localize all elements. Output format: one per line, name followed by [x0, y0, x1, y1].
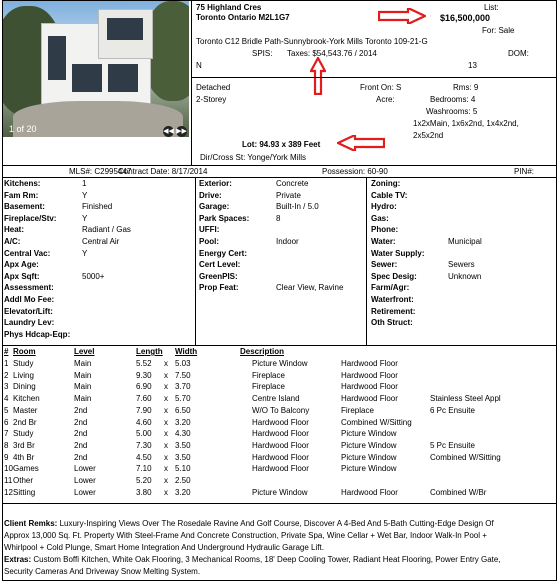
room-room-cell: Study: [13, 359, 34, 368]
room-room-cell: Dining: [13, 382, 36, 392]
room-d2-cell: Picture Window: [341, 452, 397, 462]
room-len-cell: 7.60: [136, 394, 152, 404]
client-remarks-line: Approx 13,000 Sq. Ft. Property With Steel-Frame And Concrete Construction, Private Spa, Wine Cellar + Wet Bar, Indoor Walk-In Pool +: [4, 531, 487, 540]
spis-value: N: [196, 61, 202, 70]
spis-label: SPIS:: [252, 49, 273, 58]
detail-value: Finished: [82, 202, 113, 212]
rooms-header: Width: [175, 347, 198, 356]
detail-label: Pool:: [199, 237, 219, 246]
room-n-cell: 8: [4, 440, 9, 450]
room-d3-cell: Stainless Steel Appl: [430, 394, 501, 404]
detail-value: Radiant / Gas: [82, 225, 131, 235]
room-len-cell: 7.30: [136, 440, 152, 450]
detail-label: Apx Age:: [4, 260, 39, 270]
detail-value: 5000+: [82, 271, 105, 281]
client-remarks: [4, 519, 494, 528]
room-level-cell: Main: [74, 359, 92, 368]
room-d2-cell: Hardwood Floor: [341, 370, 398, 380]
detail-value: Y: [82, 190, 88, 200]
room-x-cell: x: [164, 370, 168, 380]
rooms-header: Length: [136, 347, 163, 356]
room-wid-cell: 3.50: [175, 452, 191, 462]
extras: [4, 555, 501, 564]
room-room-cell: Study: [13, 429, 34, 439]
room-level-cell: Main: [74, 394, 92, 404]
room-wid-cell: 3.20: [175, 487, 191, 497]
room-d2-cell: Fireplace: [341, 405, 374, 415]
room-level-cell: Lower: [74, 464, 96, 474]
room-d2-cell: Picture Window: [341, 429, 397, 439]
room-level-cell: Main: [74, 370, 92, 380]
acre-label: Acre:: [376, 95, 395, 104]
room-n-cell: 3: [4, 382, 9, 392]
photo-counter: 1 of 20: [9, 124, 37, 134]
room-d1-cell: Hardwood Floor: [252, 452, 309, 462]
detail-label: Water:: [371, 237, 396, 246]
red-arrow-up-icon: [310, 57, 326, 95]
room-d1-cell: Hardwood Floor: [252, 417, 309, 427]
room-d2-cell: Picture Window: [341, 464, 397, 474]
room-n-cell: 10: [4, 464, 13, 474]
room-len-cell: 5.20: [136, 476, 152, 485]
room-n-cell: 5: [4, 405, 9, 415]
room-level-cell: Main: [74, 382, 92, 392]
room-len-cell: 7.10: [136, 464, 152, 474]
contract-date: Contract Date: 8/17/2014: [118, 167, 208, 176]
extras-label: Extras:: [4, 555, 32, 564]
detail-value: Private: [276, 190, 301, 200]
detail-label: Addl Mo Fee:: [4, 295, 55, 304]
detail-label: Prop Feat:: [199, 283, 239, 293]
room-n-cell: 6: [4, 417, 9, 427]
detail-value: Indoor: [276, 237, 299, 246]
room-len-cell: 7.90: [136, 405, 152, 415]
room-d2-cell: Picture Window: [341, 440, 397, 450]
detail-label: Phone:: [371, 225, 399, 235]
room-room-cell: 2nd Br: [13, 417, 37, 427]
room-wid-cell: 5.03: [175, 359, 191, 368]
room-d2-cell: Hardwood Floor: [341, 394, 398, 404]
detail-label: Gas:: [371, 213, 389, 223]
room-d3-cell: 5 Pc Ensuite: [430, 440, 475, 450]
detail-label: Assessment:: [4, 283, 54, 293]
detail-value: Central Air: [82, 237, 120, 246]
room-x-cell: x: [164, 440, 168, 450]
detail-label: Retirement:: [371, 306, 416, 316]
photo-house-upper: [98, 9, 153, 59]
room-room-cell: Master: [13, 405, 38, 415]
room-x-cell: x: [164, 429, 168, 439]
room-x-cell: x: [164, 452, 168, 462]
pin-label: PIN#:: [514, 167, 535, 176]
room-wid-cell: 5.10: [175, 464, 191, 474]
extras-text: Custom Boffi Kitchen, White Oak Flooring, 3 Mechanical Rooms, 18' Deep Cooling Tower, Radiant Heat Flooring, Power Entry Gate,: [31, 555, 501, 564]
room-x-cell: x: [164, 476, 168, 485]
detail-label: Spec Desig:: [371, 271, 417, 281]
room-level-cell: 2nd: [74, 452, 88, 462]
detail-label: Kitchens:: [4, 179, 41, 188]
property-type: Detached: [196, 83, 231, 92]
room-d3-cell: Combined W/Br: [430, 487, 487, 497]
detail-label: Fam Rm:: [4, 190, 39, 200]
dom-label: DOM:: [508, 49, 529, 58]
room-wid-cell: 4.30: [175, 429, 191, 439]
room-len-cell: 3.80: [136, 487, 152, 497]
room-d1-cell: Picture Window: [252, 359, 308, 368]
detail-label: Park Spaces:: [199, 213, 250, 223]
detail-label: Energy Cert:: [199, 248, 248, 258]
room-d1-cell: Fireplace: [252, 382, 285, 392]
room-level-cell: 2nd: [74, 405, 88, 415]
room-d2-cell: Hardwood Floor: [341, 359, 398, 368]
detail-label: Phys Hdcap-Eqp:: [4, 329, 71, 339]
room-level-cell: Lower: [74, 487, 96, 497]
red-arrow-left-icon: [337, 135, 385, 151]
detail-label: Elevator/Lift:: [4, 306, 53, 316]
possession: Possession: 60-90: [322, 167, 388, 176]
property-style: 2-Storey: [196, 95, 227, 104]
detail-value: 1: [82, 179, 87, 188]
room-len-cell: 5.00: [136, 429, 152, 439]
list-price: $16,500,000: [440, 13, 491, 23]
room-d1-cell: W/O To Balcony: [252, 405, 310, 415]
detail-label: Basement:: [4, 202, 45, 212]
detail-label: Fireplace/Stv:: [4, 213, 57, 223]
extras-line: Security Cameras And Driveway Snow Melting System.: [4, 567, 201, 576]
taxes: Taxes: $54,543.76 / 2014: [287, 49, 377, 58]
list-label: List:: [484, 3, 499, 12]
room-len-cell: 5.52: [136, 359, 152, 368]
rooms-header: Room: [13, 347, 36, 356]
detail-label: Sewer:: [371, 260, 398, 270]
room-n-cell: 12: [4, 487, 13, 497]
room-n-cell: 4: [4, 394, 9, 404]
detail-label: A/C:: [4, 237, 21, 246]
detail-label: Zoning:: [371, 179, 401, 188]
rooms-header: Level: [74, 347, 95, 356]
listing-address: 75 Highland Cres: [196, 3, 262, 12]
room-room-cell: Sitting: [13, 487, 36, 497]
mls-number: MLS#: C2995447: [69, 167, 132, 176]
detail-value: Concrete: [276, 179, 309, 188]
room-n-cell: 1: [4, 359, 9, 368]
room-d2-cell: Hardwood Floor: [341, 382, 398, 392]
photo-driveway: [13, 101, 183, 137]
room-len-cell: 6.90: [136, 382, 152, 392]
room-wid-cell: 3.70: [175, 382, 191, 392]
room-n-cell: 7: [4, 429, 9, 439]
detail-label: Apx Sqft:: [4, 271, 40, 281]
detail-label: GreenPIS:: [199, 271, 238, 281]
room-x-cell: x: [164, 464, 168, 474]
room-wid-cell: 7.50: [175, 370, 191, 380]
bath-detail-cont: 2x5x2nd: [413, 131, 444, 140]
client-remarks-line: Whirlpool + Cold Plunge, Smart Home Integration And Underground Hydraulic Garage Lift.: [4, 543, 324, 552]
room-wid-cell: 2.50: [175, 476, 191, 485]
detail-label: Exterior:: [199, 179, 232, 188]
detail-label: Cert Level:: [199, 260, 241, 270]
detail-label: Garage:: [199, 202, 230, 212]
lot-size: Lot: 94.93 x 389 Feet: [242, 140, 321, 149]
room-d1-cell: Centre Island: [252, 394, 300, 404]
room-d1-cell: Hardwood Floor: [252, 464, 309, 474]
room-d2-cell: Combined W/Sitting: [341, 417, 412, 427]
detail-value: Sewers: [448, 260, 475, 270]
detail-label: Heat:: [4, 225, 25, 235]
detail-value: Y: [82, 248, 88, 258]
detail-value: 8: [276, 213, 281, 223]
red-arrow-icon: [378, 8, 426, 24]
next-photo-button[interactable]: ▶▶: [176, 128, 187, 135]
room-len-cell: 9.30: [136, 370, 152, 380]
room-room-cell: Games: [13, 464, 39, 474]
detail-value: Y: [82, 213, 88, 223]
room-room-cell: Kitchen: [13, 394, 40, 404]
rooms-header: #: [4, 347, 9, 356]
bedrooms-count: Bedrooms: 4: [430, 95, 476, 104]
front-on: Front On: S: [360, 83, 402, 92]
room-room-cell: 3rd Br: [13, 440, 35, 450]
room-n-cell: 9: [4, 452, 9, 462]
room-d1-cell: Picture Window: [252, 487, 308, 497]
room-wid-cell: 5.70: [175, 394, 191, 404]
room-wid-cell: 3.20: [175, 417, 191, 427]
room-wid-cell: 3.50: [175, 440, 191, 450]
listing-city: Toronto Ontario M2L1G7: [196, 13, 290, 22]
room-d1-cell: Hardwood Floor: [252, 429, 309, 439]
detail-value: Built-In / 5.0: [276, 202, 319, 212]
listing-photo[interactable]: [3, 1, 189, 137]
detail-value: Unknown: [448, 271, 482, 281]
room-room-cell: 4th Br: [13, 452, 35, 462]
room-level-cell: 2nd: [74, 429, 88, 439]
detail-value: Clear View, Ravine: [276, 283, 344, 293]
detail-label: Central Vac:: [4, 248, 51, 258]
detail-value: Municipal: [448, 237, 482, 246]
detail-label: Water Supply:: [371, 248, 425, 258]
room-n-cell: 11: [4, 476, 13, 485]
room-d3-cell: Combined W/Sitting: [430, 452, 501, 462]
room-level-cell: 2nd: [74, 417, 88, 427]
detail-label: Oth Struct:: [371, 318, 413, 328]
detail-label: Hydro:: [371, 202, 397, 212]
room-d1-cell: Fireplace: [252, 370, 285, 380]
detail-label: Cable TV:: [371, 190, 408, 200]
sale-type: For: Sale: [482, 26, 515, 35]
room-d3-cell: 6 Pc Ensuite: [430, 405, 475, 415]
room-wid-cell: 6.50: [175, 405, 191, 415]
room-d2-cell: Hardwood Floor: [341, 487, 398, 497]
room-x-cell: x: [164, 405, 168, 415]
room-level-cell: 2nd: [74, 440, 88, 450]
room-d1-cell: Hardwood Floor: [252, 440, 309, 450]
room-x-cell: x: [164, 359, 168, 368]
room-x-cell: x: [164, 417, 168, 427]
room-x-cell: x: [164, 487, 168, 497]
room-n-cell: 2: [4, 370, 9, 380]
bath-detail: 1x2xMain, 1x6x2nd, 1x4x2nd,: [413, 119, 519, 128]
room-level-cell: Lower: [74, 476, 96, 485]
washrooms-count: Washrooms: 5: [426, 107, 478, 116]
client-remarks-label: Client Remks:: [4, 519, 58, 528]
previous-photo-button[interactable]: ◀◀: [163, 128, 174, 135]
dom-value: 13: [468, 61, 477, 70]
detail-label: Farm/Agr:: [371, 283, 410, 293]
detail-label: UFFI:: [199, 225, 220, 235]
room-room-cell: Living: [13, 370, 34, 380]
rooms-count: Rms: 9: [453, 83, 479, 92]
room-len-cell: 4.50: [136, 452, 152, 462]
rooms-header: Description: [240, 347, 285, 356]
cross-street: Dir/Cross St: Yonge/York Mills: [200, 153, 306, 162]
room-x-cell: x: [164, 394, 168, 404]
room-len-cell: 4.60: [136, 417, 152, 427]
client-remarks-text: Luxury-Inspiring Views Over The Rosedale Ravine And Golf Course, Discover A 4-Bed And 5-Bath Cutting-Edge Design Of: [57, 519, 494, 528]
room-x-cell: x: [164, 382, 168, 392]
district: Toronto C12 Bridle Path-Sunnybrook-York Mills Toronto 109-21-G: [196, 37, 428, 46]
room-room-cell: Other: [13, 476, 34, 485]
detail-label: Waterfront:: [371, 295, 414, 304]
detail-label: Laundry Lev:: [4, 318, 55, 328]
detail-label: Drive:: [199, 190, 222, 200]
